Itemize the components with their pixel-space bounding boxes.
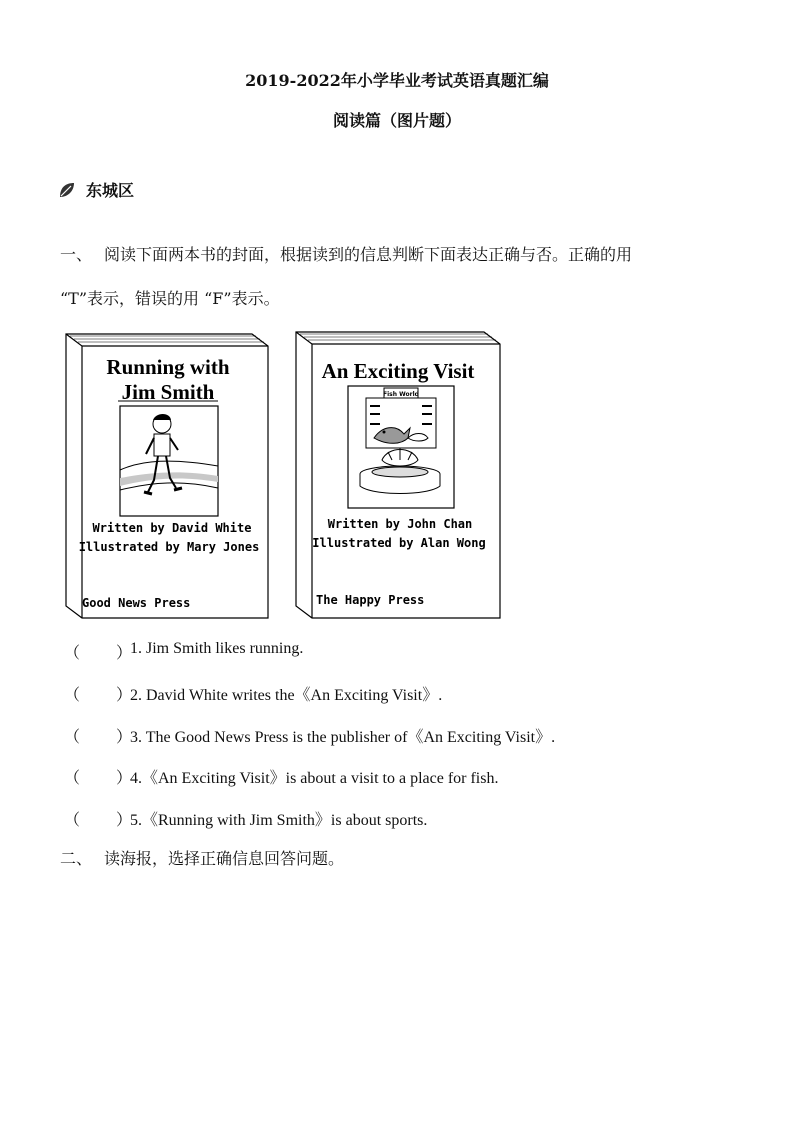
book1-publisher: Good News Press [82,596,191,610]
section2-number: 二、 [60,849,93,868]
question-4-text: 4.《An Exciting Visit》is about a visit to a place for fish. [130,770,499,787]
question-2-text: 2. David White writes the《An Exciting Visit》. [130,687,443,704]
document-subtitle: 阅读篇（图片题） [332,111,461,130]
section1-instruction-line2: “T”表示，错误的用 “F”表示。 [60,289,280,308]
book2-title: An Exciting Visit [321,359,475,383]
section1-instruction [60,244,632,266]
question-1-text: 1. Jim Smith likes running. [130,640,304,657]
section2-text: 读海报，选择正确信息回答问题。 [104,849,345,868]
district-name: 东城区 [86,181,135,200]
runner-illustration [120,406,218,516]
book2-illustrator: Illustrated by Alan Wong [312,536,486,550]
question-5-text: 5.《Running with Jim Smith》is about sports. [130,812,428,829]
section1-line1: 阅读下面两本书的封面，根据读到的信息判断下面表达正确与否。正确的用 [104,245,633,264]
question-3-text: 3. The Good News Press is the publisher of《An Exciting Visit》. [130,729,556,746]
book-cover-running [62,330,272,620]
section1-number: 一、 [60,245,93,264]
question-3: （ ） 3. The Good News Press is the publisher of《An Exciting Visit》. [64,724,555,747]
book2-publisher: The Happy Press [316,593,425,607]
question-4: （ ） 4.《An Exciting Visit》is about a visit to a place for fish. [64,765,498,788]
document-title: 2019-2022年小学毕业考试英语真题汇编 [245,71,549,90]
fish-world-illustration [348,386,454,508]
section2-instruction [60,848,344,870]
district-heading [58,178,134,201]
question-2: （ ） 2. David White writes the《An Exciting Visit》. [64,682,442,705]
fish-world-sign: Fish World [383,391,419,398]
book1-illustrator: Illustrated by Mary Jones [78,540,260,554]
book1-title-line1: Running with [106,355,230,379]
question-5: （ ） 5.《Running with Jim Smith》is about sports. [64,807,427,830]
question-1: （ ） 1. Jim Smith likes running. [64,640,304,662]
book2-author: Written by John Chan [327,517,473,531]
book1-title-line2: Jim Smith [121,380,215,404]
book1-author: Written by David White [92,521,252,535]
leaf-icon [58,181,76,199]
book-cover-visit [292,328,504,620]
